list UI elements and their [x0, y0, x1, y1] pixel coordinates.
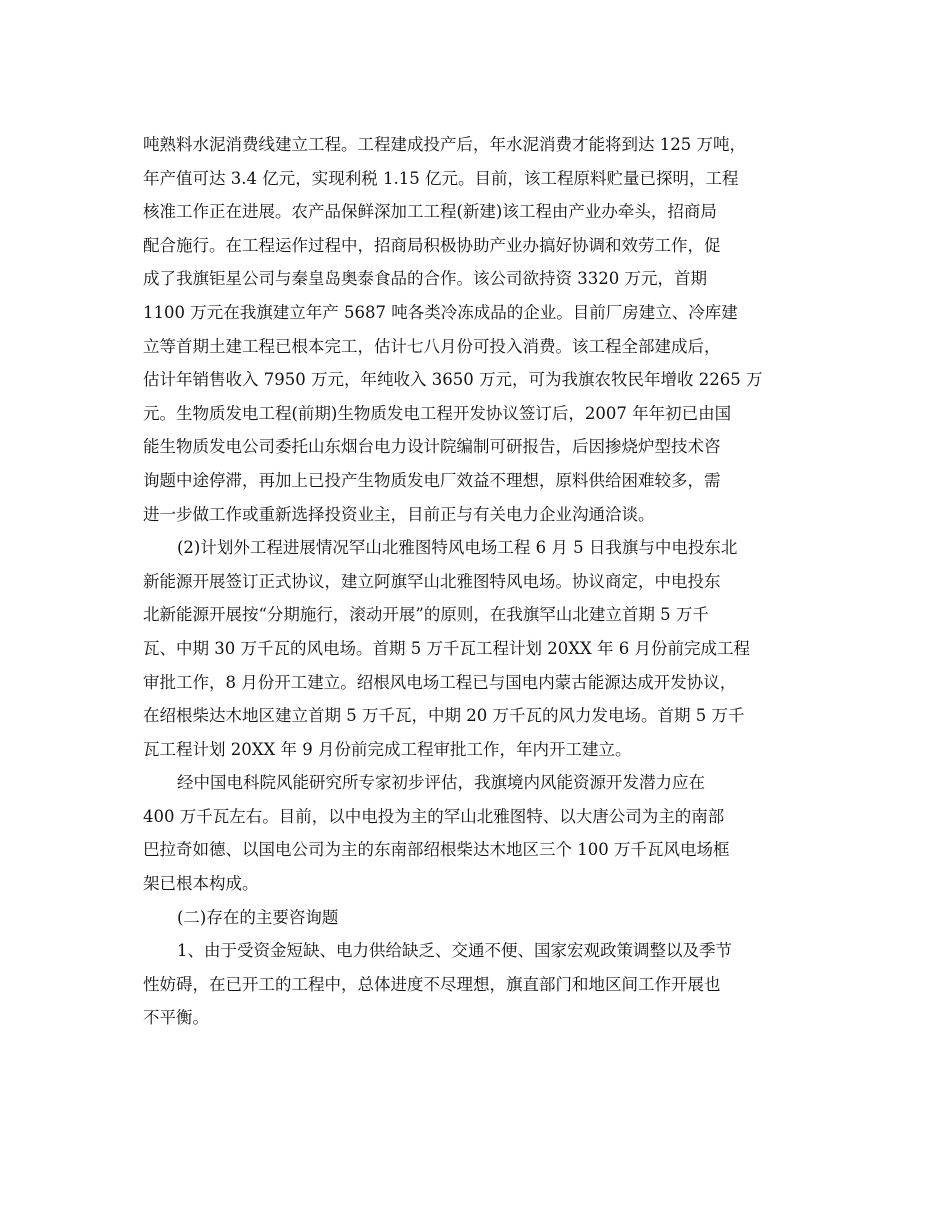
text-line: 北新能源开展按“分期施行，滚动开展”的原则，在我旗罕山北建立首期 5 万千 [143, 605, 709, 625]
text-line: 不平衡。 [143, 1008, 209, 1028]
text-line: 瓦工程计划 20XX 年 9 月份前完成工程审批工作，年内开工建立。 [143, 739, 632, 759]
text-line: 巴拉奇如德、以国电公司为主的东南部绍根柴达木地区三个 100 万千瓦风电场框 [143, 840, 730, 860]
text-line: (二)存在的主要咨询题 [177, 907, 339, 927]
paragraph [143, 128, 813, 531]
text-line: 经中国电科院风能研究所专家初步评估，我旗境内风能资源开发潜力应在 [177, 773, 705, 793]
paragraph [143, 901, 813, 935]
text-line: 配合施行。在工程运作过程中，招商局积极协助产业办搞好协调和效劳工作，促 [143, 235, 721, 255]
text-line: 进一步做工作或重新选择投资业主，目前正与有关电力企业沟通洽谈。 [143, 504, 655, 524]
text-line: 架已根本构成。 [143, 874, 259, 894]
text-line: 能生物质发电公司委托山东烟台电力设计院编制可研报告，后因掺烧炉型技术咨 [143, 437, 721, 457]
text-line: 成了我旗钜星公司与秦皇岛奥泰食品的合作。该公司欲持资 3320 万元，首期 [143, 269, 707, 289]
text-line: 审批工作，8 月份开工建立。绍根风电场工程已与国电内蒙古能源达成开发协议， [143, 672, 737, 692]
text-line: (2)计划外工程进展情况罕山北雅图特风电场工程 6 月 5 日我旗与中电投东北 [177, 538, 738, 558]
text-line: 1、由于受资金短缺、电力供给缺乏、交通不便、国家宏观政策调整以及季节 [177, 941, 732, 961]
text-line: 性妨碍，在已开工的工程中，总体进度不尽理想，旗直部门和地区间工作开展也 [143, 974, 721, 994]
text-line: 瓦、中期 30 万千瓦的风电场。首期 5 万千瓦工程计划 20XX 年 6 月份前完成工程 [143, 638, 750, 658]
text-line: 1100 万元在我旗建立年产 5687 吨各类冷冻成品的企业。目前厂房建立、冷库建 [143, 302, 738, 322]
text-line: 在绍根柴达木地区建立首期 5 万千瓦，中期 20 万千瓦的风力发电场。首期 5 万千 [143, 706, 745, 726]
text-line: 估计年销售收入 7950 万元，年纯收入 3650 万元，可为我旗农牧民年增收 2265 万 [143, 370, 763, 390]
text-line: 核准工作正在进展。农产品保鲜深加工工程(新建)该工程由产业办牵头，招商局 [143, 202, 717, 222]
document-body [143, 128, 813, 1035]
text-line: 吨熟料水泥消费线建立工程。工程建成投产后，年水泥消费才能将到达 125 万吨， [143, 135, 746, 154]
text-line: 新能源开展签订正式协议，建立阿旗罕山北雅图特风电场。协议商定，中电投东 [143, 571, 721, 591]
text-line: 400 万千瓦左右。目前，以中电投为主的罕山北雅图特、以大唐公司为主的南部 [143, 806, 725, 826]
paragraph [143, 531, 813, 766]
text-line: 元。生物质发电工程(前期)生物质发电工程开发协议签订后，2007 年年初已由国 [143, 403, 732, 423]
text-line: 立等首期土建工程已根本完工，估计七八月份可投入消费。该工程全部建成后， [143, 336, 721, 356]
paragraph [143, 934, 813, 1035]
paragraph [143, 766, 813, 900]
text-line: 询题中途停滞，再加上已投产生物质发电厂效益不理想，原料供给困难较多，需 [143, 470, 721, 490]
text-line: 年产值可达 3.4 亿元，实现利税 1.15 亿元。目前，该工程原料贮量已探明，工程 [143, 168, 739, 188]
